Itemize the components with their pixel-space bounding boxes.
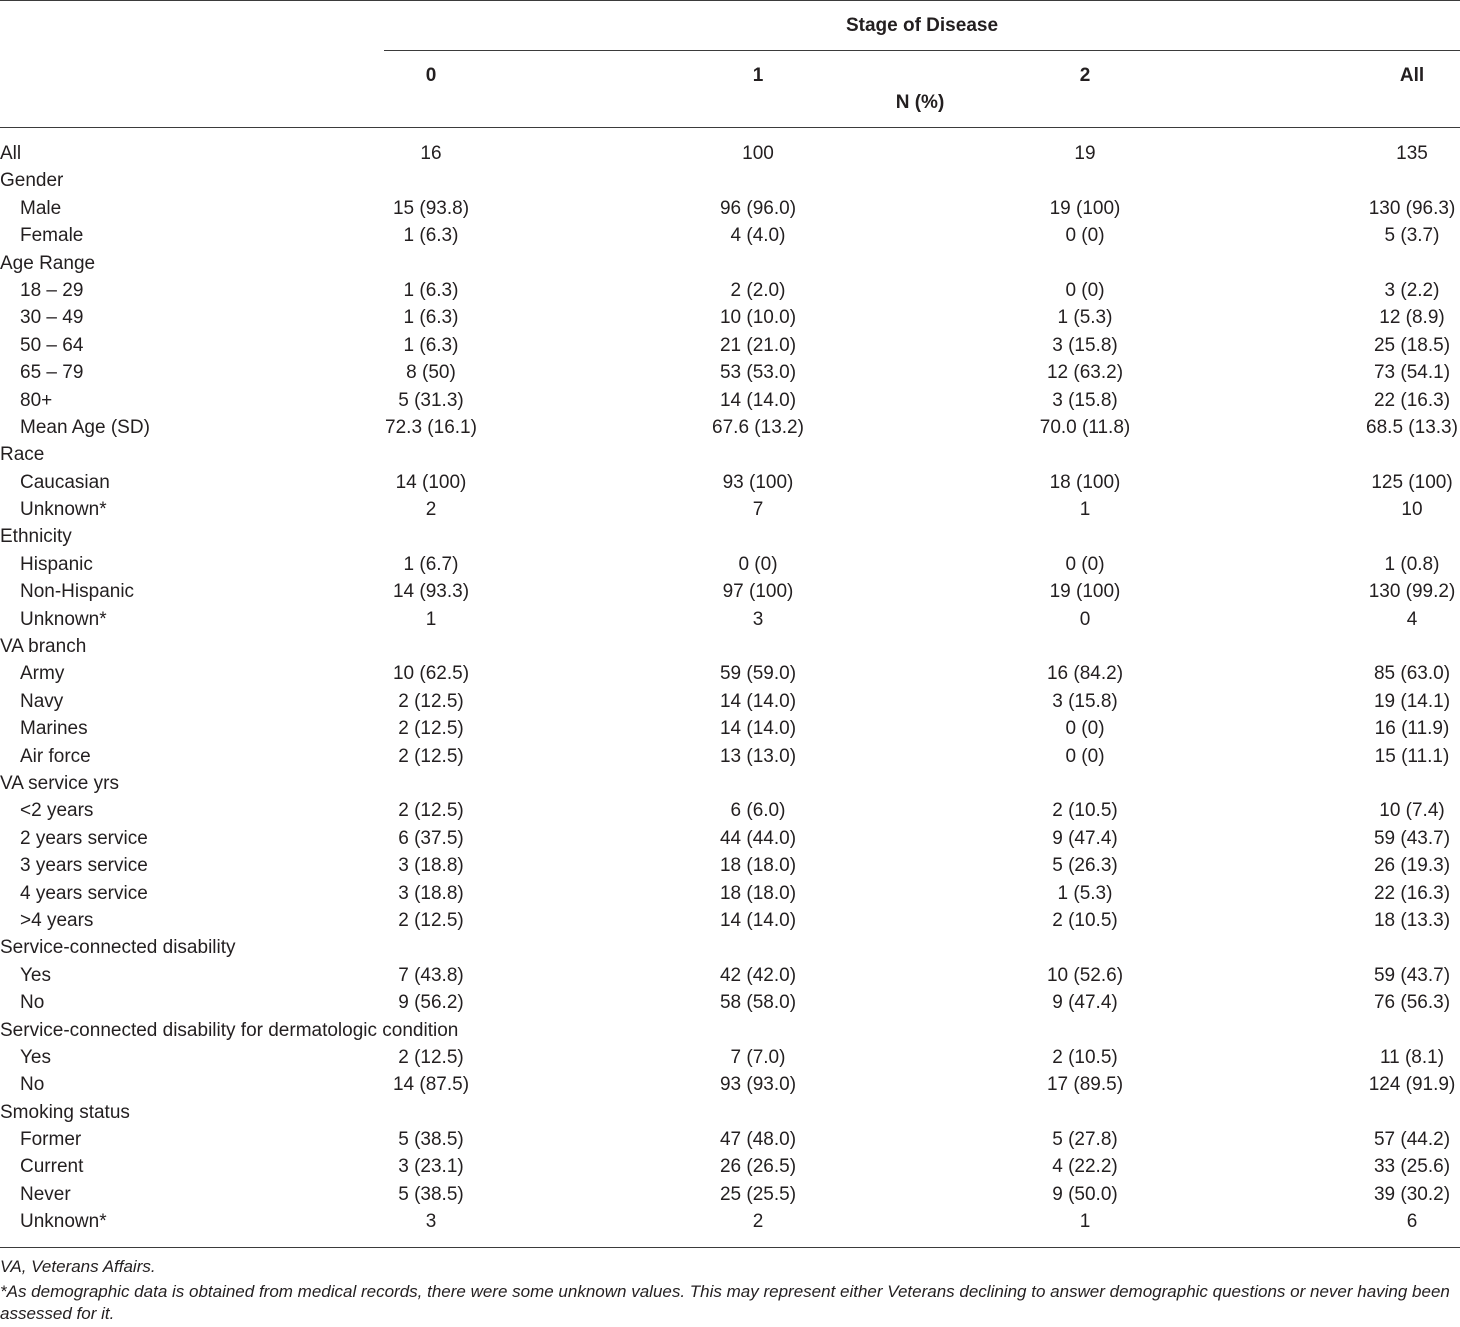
row-label: VA service yrs [0,772,119,794]
unit-label: N (%) [895,92,945,113]
cell-0: 2 (12.5) [398,800,464,822]
cell-1: 2 [752,1211,764,1233]
cell-all: 10 [1401,499,1423,521]
cell-2: 1 (5.3) [1057,307,1113,329]
cell-all: 135 [1396,143,1428,164]
footnote-unknown: *As demographic data is obtained from medical records, there were some unknown values. This may represent either Veterans declining to answer demographic questions or never having been assessed for it. [0,1282,1450,1323]
cell-1: 58 (58.0) [719,992,797,1014]
cell-1: 3 [752,608,764,630]
cell-all: 16 (11.9) [1374,718,1450,740]
cell-1: 44 (44.0) [719,827,797,849]
cell-2: 0 (0) [1065,553,1105,575]
column-header-0: 0 [425,65,437,86]
cell-2: 12 (63.2) [1046,362,1124,384]
cell-0: 3 (18.8) [398,882,464,904]
cell-1: 93 (100) [722,471,794,493]
table-section-row [0,167,1460,194]
cell-2: 0 [1079,608,1091,630]
cell-0: 2 [425,499,437,521]
cell-2: 0 (0) [1065,718,1105,740]
table-row [0,332,1460,359]
cell-all: 59 (43.7) [1373,827,1451,849]
cell-1: 67.6 (13.2) [712,416,804,438]
table-section-row [0,441,1460,468]
cell-2: 1 [1079,1211,1091,1233]
cell-2: 2 (10.5) [1052,909,1118,931]
cell-1: 53 (53.0) [719,362,797,384]
cell-1: 47 (48.0) [719,1129,797,1151]
cell-0: 2 (12.5) [398,745,464,767]
cell-0: 8 (50) [406,362,456,384]
cell-0: 3 (18.8) [398,855,464,877]
cell-all: 11 (8.1) [1379,1046,1445,1068]
cell-0: 7 (43.8) [398,964,464,986]
cell-all: 39 (30.2) [1373,1183,1451,1205]
cell-0: 9 (56.2) [398,992,464,1014]
cell-2: 1 [1079,499,1091,521]
cell-0: 14 (100) [395,471,467,493]
cell-1: 25 (25.5) [719,1183,797,1205]
column-header-1: 1 [752,65,764,86]
cell-0: 1 (6.3) [403,279,459,301]
cell-2: 17 (89.5) [1046,1074,1124,1096]
table-row [0,880,1460,907]
table-section-row [0,140,1460,167]
cell-1: 93 (93.0) [719,1074,797,1096]
table-body [0,140,1460,1236]
cell-all: 1 (0.8) [1384,553,1440,575]
cell-1: 0 (0) [738,553,778,575]
cell-1: 18 (18.0) [719,882,797,904]
cell-0: 1 (6.7) [403,553,459,575]
row-label: Hispanic [20,553,93,575]
table-row [0,852,1460,879]
cell-all: 5 (3.7) [1384,225,1440,247]
row-label: Race [0,444,45,466]
cell-0: 5 (38.5) [398,1183,464,1205]
row-label: Never [20,1183,71,1205]
cell-all: 3 (2.2) [1384,279,1440,301]
cell-all: 59 (43.7) [1373,964,1451,986]
cell-0: 2 (12.5) [398,909,464,931]
row-label: Ethnicity [0,526,72,548]
cell-2: 70.0 (11.8) [1039,416,1131,438]
cell-0: 5 (38.5) [398,1129,464,1151]
row-label: All [0,143,22,164]
table-row [0,715,1460,742]
table-section-row [0,1017,1460,1044]
row-label: Navy [20,690,64,712]
cell-1: 21 (21.0) [719,334,797,356]
cell-2: 3 (15.8) [1052,690,1118,712]
table-row [0,1181,1460,1208]
table-row [0,387,1460,414]
table-row [0,907,1460,934]
cell-1: 7 (7.0) [730,1046,786,1068]
table-row [0,660,1460,687]
group-header: Stage of Disease [845,15,999,36]
row-label: >4 years [20,909,94,931]
cell-2: 0 (0) [1065,745,1105,767]
cell-all: 124 (91.9) [1368,1074,1456,1096]
column-header-2: 2 [1079,65,1091,86]
row-label: 3 years service [20,855,148,877]
cell-1: 14 (14.0) [719,690,797,712]
cell-all: 125 (100) [1371,471,1453,493]
cell-0: 6 (37.5) [398,827,464,849]
cell-all: 130 (96.3) [1368,197,1456,219]
cell-0: 1 (6.3) [403,307,459,329]
cell-0: 5 (31.3) [398,389,464,411]
cell-1: 42 (42.0) [719,964,797,986]
row-label: Service-connected disability [0,937,236,959]
table-row [0,578,1460,605]
row-label: Army [20,663,65,685]
table-bottom-rule [0,1247,1460,1248]
cell-2: 4 (22.2) [1052,1156,1118,1178]
cell-1: 2 (2.0) [730,279,786,301]
table-row [0,195,1460,222]
row-label: Air force [20,745,91,767]
table-row [0,222,1460,249]
cell-1: 14 (14.0) [719,718,797,740]
cell-1: 13 (13.0) [719,745,797,767]
table-section-row [0,770,1460,797]
cell-all: 25 (18.5) [1373,334,1451,356]
cell-0: 2 (12.5) [398,1046,464,1068]
row-label: Unknown* [20,499,107,521]
row-label: 30 – 49 [20,307,84,329]
cell-0: 15 (93.8) [392,197,470,219]
cell-all: 18 (13.3) [1373,909,1451,931]
cell-all: 57 (44.2) [1373,1129,1451,1151]
cell-2: 3 (15.8) [1052,389,1118,411]
table-row [0,277,1460,304]
cell-all: 12 (8.9) [1379,307,1445,329]
cell-2: 3 (15.8) [1052,334,1118,356]
table-row [0,551,1460,578]
cell-2: 9 (47.4) [1052,827,1118,849]
cell-0: 3 (23.1) [398,1156,464,1178]
cell-2: 9 (50.0) [1052,1183,1118,1205]
row-label: Yes [20,964,51,986]
cell-1: 7 [752,499,764,521]
cell-2: 19 [1074,143,1096,164]
cell-0: 1 (6.3) [403,225,459,247]
table-row [0,359,1460,386]
cell-2: 0 (0) [1065,225,1105,247]
row-label: VA branch [0,636,87,658]
table-section-row [0,250,1460,277]
cell-2: 2 (10.5) [1052,1046,1118,1068]
cell-2: 19 (100) [1049,581,1121,603]
footnote-abbreviation: VA, Veterans Affairs. [0,1257,156,1276]
cell-all: 22 (16.3) [1373,882,1451,904]
table-row [0,743,1460,770]
row-label: Caucasian [20,471,110,493]
cell-0: 14 (87.5) [392,1074,470,1096]
table-row [0,1208,1460,1235]
row-label: 80+ [20,389,53,411]
row-label: Current [20,1156,84,1178]
row-label: 50 – 64 [20,334,84,356]
cell-all: 6 [1406,1211,1418,1233]
row-label: Marines [20,718,88,740]
table-section-row [0,523,1460,550]
row-label: No [20,992,45,1014]
cell-0: 3 [425,1211,437,1233]
cell-2: 5 (26.3) [1052,855,1118,877]
table-row [0,688,1460,715]
cell-all: 85 (63.0) [1373,663,1451,685]
cell-all: 19 (14.1) [1373,690,1451,712]
row-label: Mean Age (SD) [20,416,150,438]
table-section-row [0,1099,1460,1126]
row-label: Male [20,197,62,219]
row-label: Unknown* [20,608,107,630]
row-label: 18 – 29 [20,279,84,301]
cell-all: 68.5 (13.3) [1366,416,1458,438]
group-header-rule [384,50,1460,51]
cell-2: 16 (84.2) [1046,663,1124,685]
row-label: 2 years service [20,827,148,849]
cell-0: 72.3 (16.1) [385,416,477,438]
table-top-rule [0,0,1460,1]
cell-1: 96 (96.0) [719,197,797,219]
table-row [0,469,1460,496]
cell-1: 59 (59.0) [719,663,797,685]
row-label: 65 – 79 [20,362,84,384]
cell-all: 15 (11.1) [1374,745,1450,767]
cell-0: 2 (12.5) [398,718,464,740]
cell-all: 26 (19.3) [1373,855,1451,877]
row-label: Female [20,225,84,247]
table-row [0,414,1460,441]
cell-0: 2 (12.5) [398,690,464,712]
cell-1: 26 (26.5) [719,1156,797,1178]
table-row [0,1071,1460,1098]
cell-0: 14 (93.3) [392,581,470,603]
table-row [0,1126,1460,1153]
table-section-row [0,633,1460,660]
row-label: No [20,1074,45,1096]
row-label: Former [20,1129,82,1151]
header-bottom-rule [0,127,1460,128]
cell-all: 73 (54.1) [1373,362,1451,384]
cell-2: 1 (5.3) [1057,882,1113,904]
table-row [0,1153,1460,1180]
row-label: Smoking status [0,1101,130,1123]
table-row [0,606,1460,633]
table-row [0,304,1460,331]
row-label: <2 years [20,800,94,822]
cell-2: 2 (10.5) [1052,800,1118,822]
cell-0: 10 (62.5) [392,663,470,685]
row-label: Unknown* [20,1211,107,1233]
cell-2: 19 (100) [1049,197,1121,219]
cell-2: 5 (27.8) [1052,1129,1118,1151]
cell-1: 18 (18.0) [719,855,797,877]
table-row [0,797,1460,824]
table-row [0,989,1460,1016]
cell-1: 14 (14.0) [719,389,797,411]
cell-0: 1 (6.3) [403,334,459,356]
cell-all: 22 (16.3) [1373,389,1451,411]
cell-1: 4 (4.0) [730,225,786,247]
row-label: 4 years service [20,882,148,904]
cell-2: 10 (52.6) [1046,964,1124,986]
cell-2: 18 (100) [1049,471,1121,493]
row-label: Yes [20,1046,51,1068]
column-header-all: All [1399,65,1425,86]
cell-0: 1 [425,608,437,630]
cell-2: 0 (0) [1065,279,1105,301]
cell-all: 4 [1406,608,1418,630]
row-label: Gender [0,170,64,192]
row-label: Age Range [0,252,96,274]
cell-all: 130 (99.2) [1368,581,1456,603]
table-row [0,825,1460,852]
table-row [0,496,1460,523]
row-label: Service-connected disability for dermatologic condition [0,1019,459,1041]
cell-1: 10 (10.0) [719,307,797,329]
table-section-row [0,934,1460,961]
cell-2: 9 (47.4) [1052,992,1118,1014]
cell-0: 16 [420,143,442,164]
cell-all: 76 (56.3) [1373,992,1451,1014]
cell-1: 97 (100) [722,581,794,603]
cell-1: 100 [742,143,774,164]
table-row [0,1044,1460,1071]
cell-1: 6 (6.0) [730,800,786,822]
row-label: Non-Hispanic [20,581,135,603]
table-row [0,962,1460,989]
cell-1: 14 (14.0) [719,909,797,931]
cell-all: 33 (25.6) [1373,1156,1451,1178]
cell-all: 10 (7.4) [1379,800,1445,822]
